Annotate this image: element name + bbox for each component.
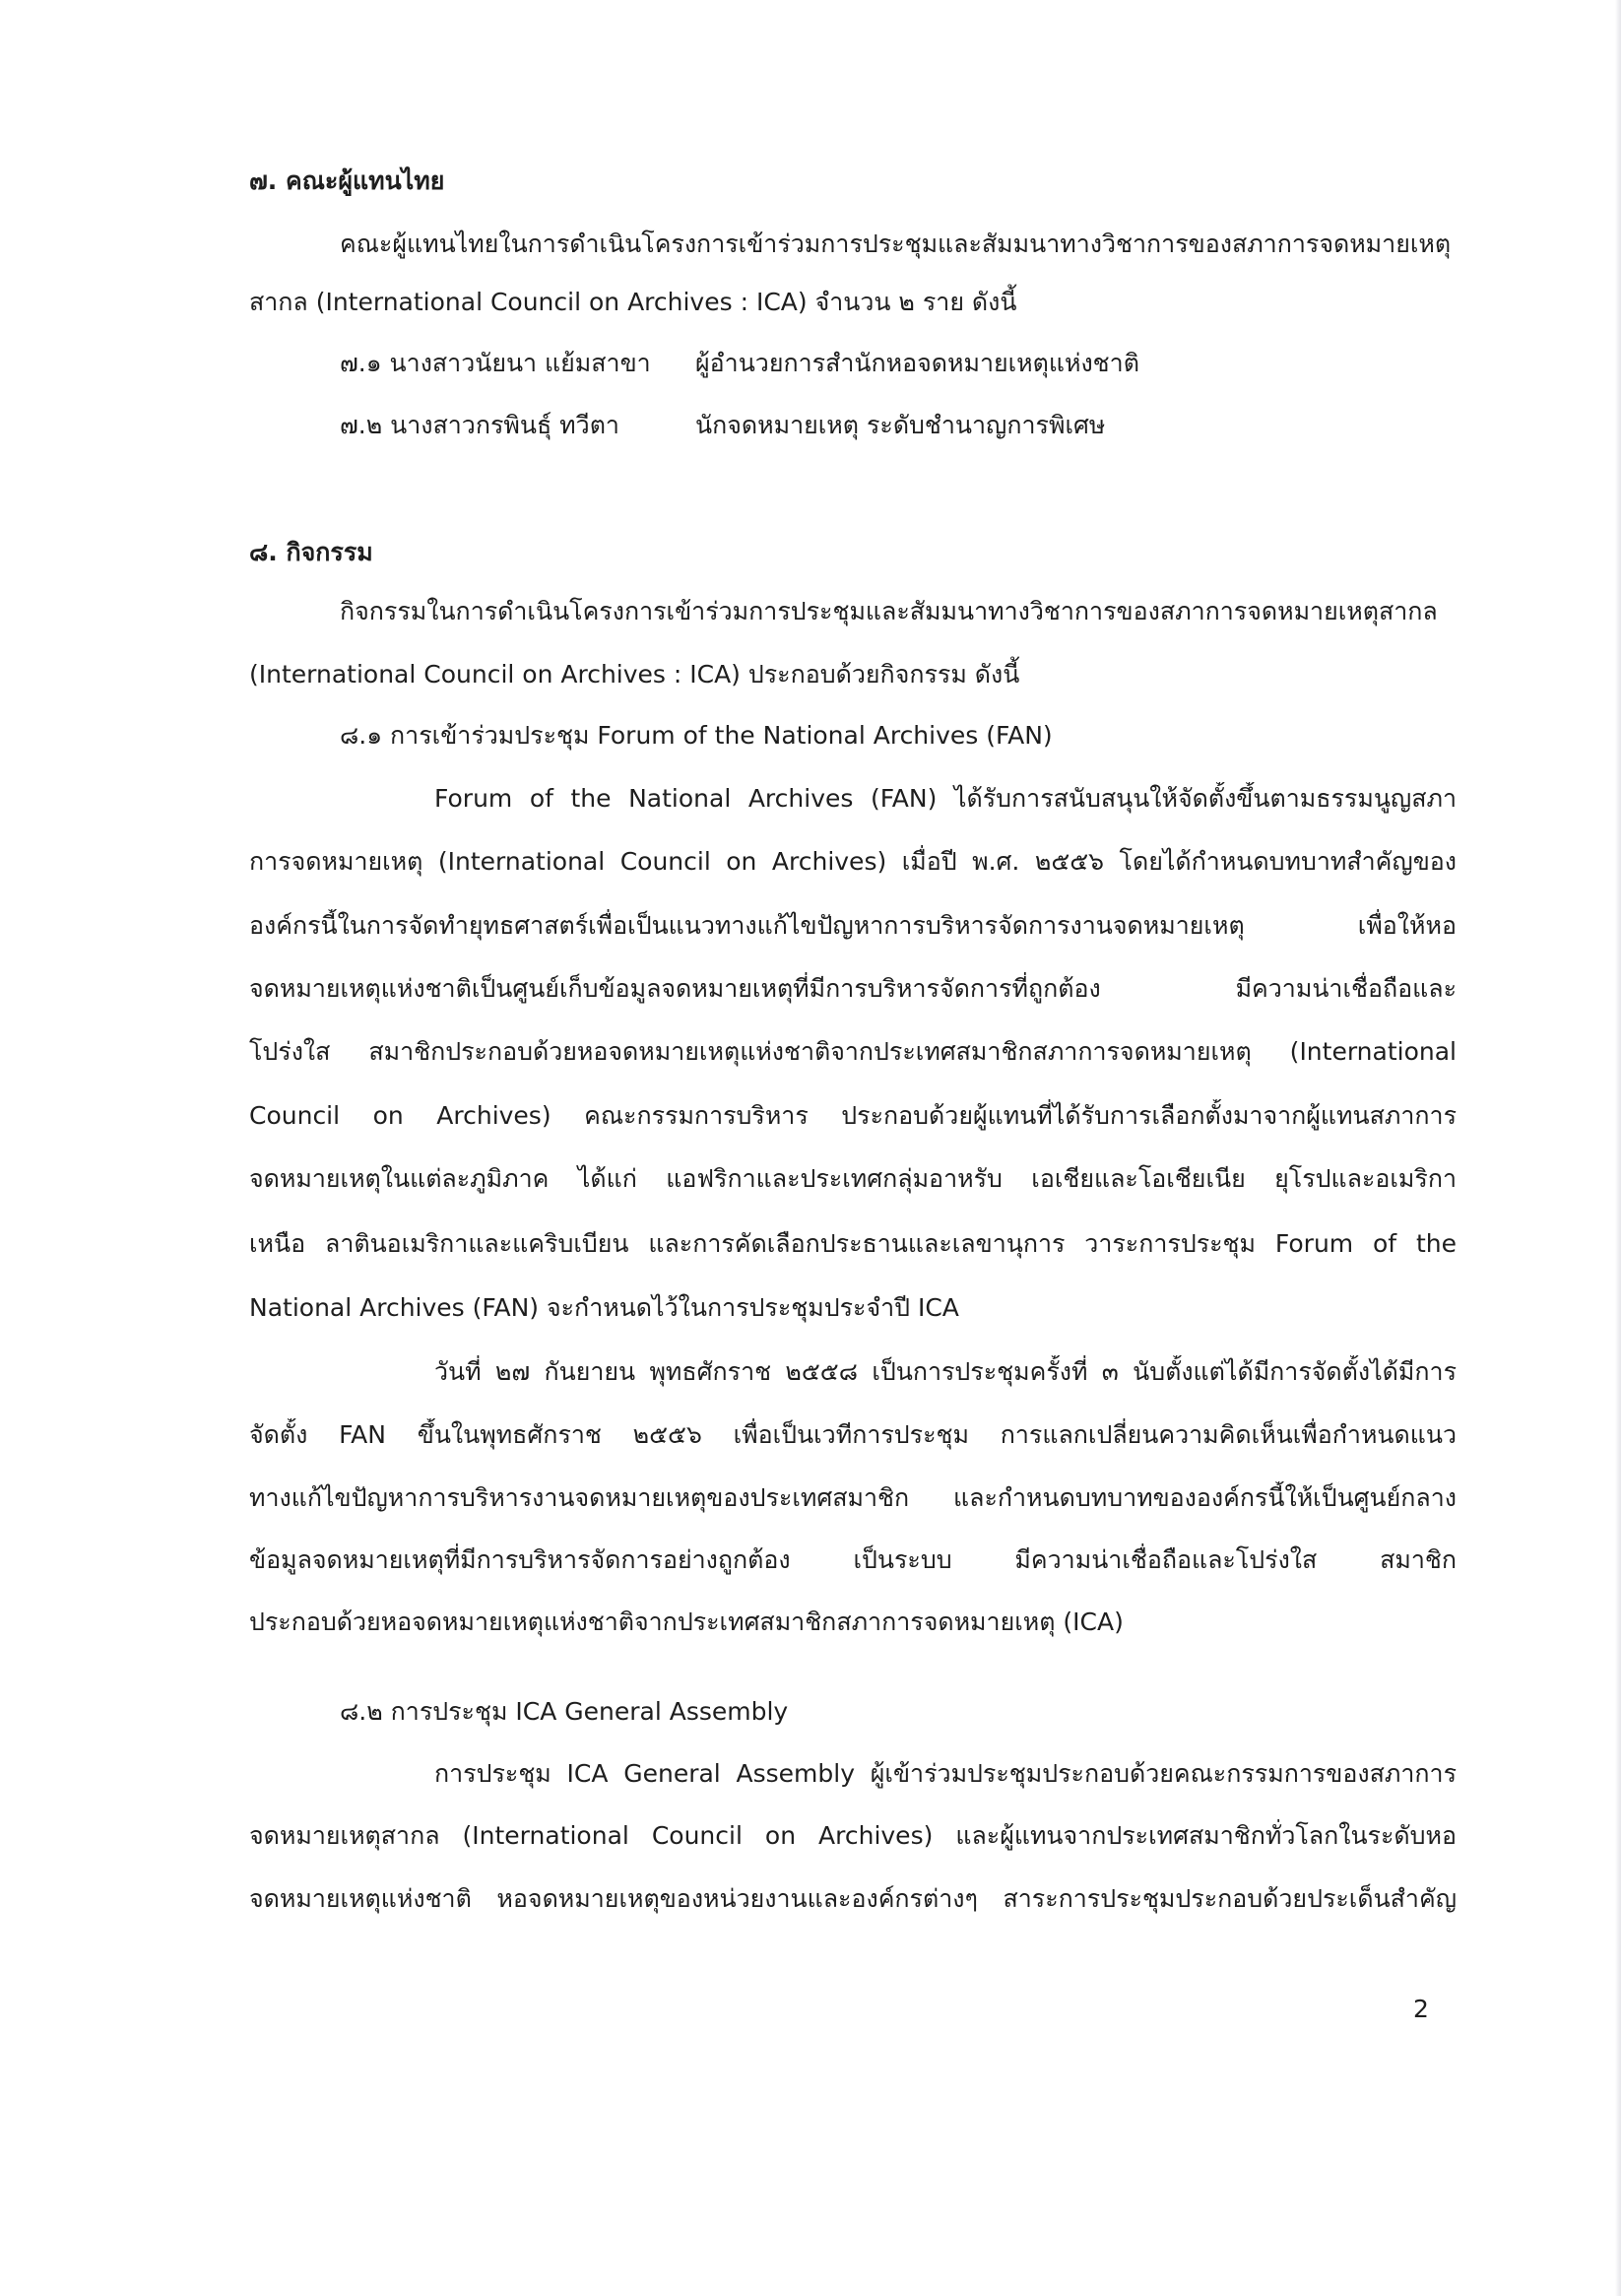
member-name: ๗.๑ นางสาวนัยนา แย้มสาขา [340, 349, 651, 377]
subsection-8-2-heading: ๘.๒ การประชุม ICA General Assembly [340, 1697, 789, 1726]
paragraph-line: ทางแก้ไขปัญหาการบริหารงานจดหมายเหตุของประเทศสมาชิก และกำหนดบทบาทขององค์กรนี้ให้เป็นศูนย์กลาง [249, 1483, 1457, 1512]
paragraph-line: การจดหมายเหตุ (International Council on Archives) เมื่อปี พ.ศ. ๒๕๕๖ โดยได้กำหนดบทบาทสำคัญของ [249, 847, 1457, 876]
paragraph-line: องค์กรนี้ในการจัดทำยุทธศาสตร์เพื่อเป็นแนวทางแก้ไขปัญหาการบริหารจัดการงานจดหมายเหตุ เพื่อให้หอ [249, 911, 1457, 940]
paragraph-line: Council on Archives) คณะกรรมการบริหาร ประกอบด้วยผู้แทนที่ได้รับการเลือกตั้งมาจากผู้แทนสภาการ [249, 1101, 1457, 1130]
scan-edge [1615, 0, 1621, 2296]
member-position: นักจดหมายเหตุ ระดับชำนาญการพิเศษ [695, 411, 1106, 439]
paragraph-line: จดหมายเหตุแห่งชาติเป็นศูนย์เก็บข้อมูลจดหมายเหตุที่มีการบริหารจัดการที่ถูกต้อง มีความน่าเชื่อถือและ [249, 974, 1457, 1003]
paragraph-line: กิจกรรมในการดำเนินโครงการเข้าร่วมการประชุมและสัมมนาทางวิชาการของสภาการจดหมายเหตุสากล [340, 597, 1438, 625]
paragraph-line: สากล (International Council on Archives : ICA) จำนวน ๒ ราย ดังนี้ [249, 288, 1017, 316]
page-number: 2 [1413, 1995, 1429, 2023]
section-7-heading: ๗. คณะผู้แทนไทย [249, 166, 445, 195]
paragraph-line: Forum of the National Archives (FAN) ได้รับการสนับสนุนให้จัดตั้งขึ้นตามธรรมนูญสภา [434, 784, 1457, 813]
paragraph-line: จดหมายเหตุในแต่ละภูมิภาค ได้แก่ แอฟริกาและประเทศกลุ่มอาหรับ เอเชียและโอเชียเนีย ยุโรปและอเมริกา [249, 1164, 1457, 1193]
subsection-8-1-heading: ๘.๑ การเข้าร่วมประชุม Forum of the National Archives (FAN) [340, 721, 1053, 750]
paragraph-line: เหนือ ลาตินอเมริกาและแคริบเบียน และการคัดเลือกประธานและเลขานุการ วาระการประชุม Forum of the [249, 1229, 1457, 1258]
paragraph-line: โปร่งใส สมาชิกประกอบด้วยหอจดหมายเหตุแห่งชาติจากประเทศสมาชิกสภาการจดหมายเหตุ (International [249, 1037, 1457, 1066]
paragraph-line: จดหมายเหตุสากล (International Council on Archives) และผู้แทนจากประเทศสมาชิกทั่วโลกในระดับหอ [249, 1821, 1457, 1850]
member-position: ผู้อำนวยการสำนักหอจดหมายเหตุแห่งชาติ [695, 349, 1139, 377]
paragraph-line: คณะผู้แทนไทยในการดำเนินโครงการเข้าร่วมการประชุมและสัมมนาทางวิชาการของสภาการจดหมายเหตุ [340, 230, 1452, 258]
paragraph-line: ข้อมูลจดหมายเหตุที่มีการบริหารจัดการอย่างถูกต้อง เป็นระบบ มีความน่าเชื่อถือและโปร่งใส สมาชิก [249, 1545, 1457, 1574]
paragraph-line: National Archives (FAN) จะกำหนดไว้ในการประชุมประจำปี ICA [249, 1293, 959, 1322]
paragraph-line: (International Council on Archives : ICA) ประกอบด้วยกิจกรรม ดังนี้ [249, 660, 1020, 689]
paragraph-line: จดหมายเหตุแห่งชาติ หอจดหมายเหตุของหน่วยงานและองค์กรต่างๆ สาระการประชุมประกอบด้วยประเด็นสำคัญ [249, 1884, 1457, 1913]
section-8-heading: ๘. กิจกรรม [249, 538, 373, 566]
paragraph-line: จัดตั้ง FAN ขึ้นในพุทธศักราช ๒๕๕๖ เพื่อเป็นเวทีการประชุม การแลกเปลี่ยนความคิดเห็นเพื่อกำหนดแนว [249, 1420, 1457, 1449]
paragraph-line: วันที่ ๒๗ กันยายน พุทธศักราช ๒๕๕๘ เป็นการประชุมครั้งที่ ๓ นับตั้งแต่ได้มีการจัดตั้งได้มีการ [434, 1357, 1457, 1386]
paragraph-line: ประกอบด้วยหอจดหมายเหตุแห่งชาติจากประเทศสมาชิกสภาการจดหมายเหตุ (ICA) [249, 1607, 1124, 1636]
paragraph-line: การประชุม ICA General Assembly ผู้เข้าร่วมประชุมประกอบด้วยคณะกรรมการของสภาการ [434, 1759, 1457, 1788]
member-name: ๗.๒ นางสาวกรพินธุ์ ทวีตา [340, 411, 619, 439]
